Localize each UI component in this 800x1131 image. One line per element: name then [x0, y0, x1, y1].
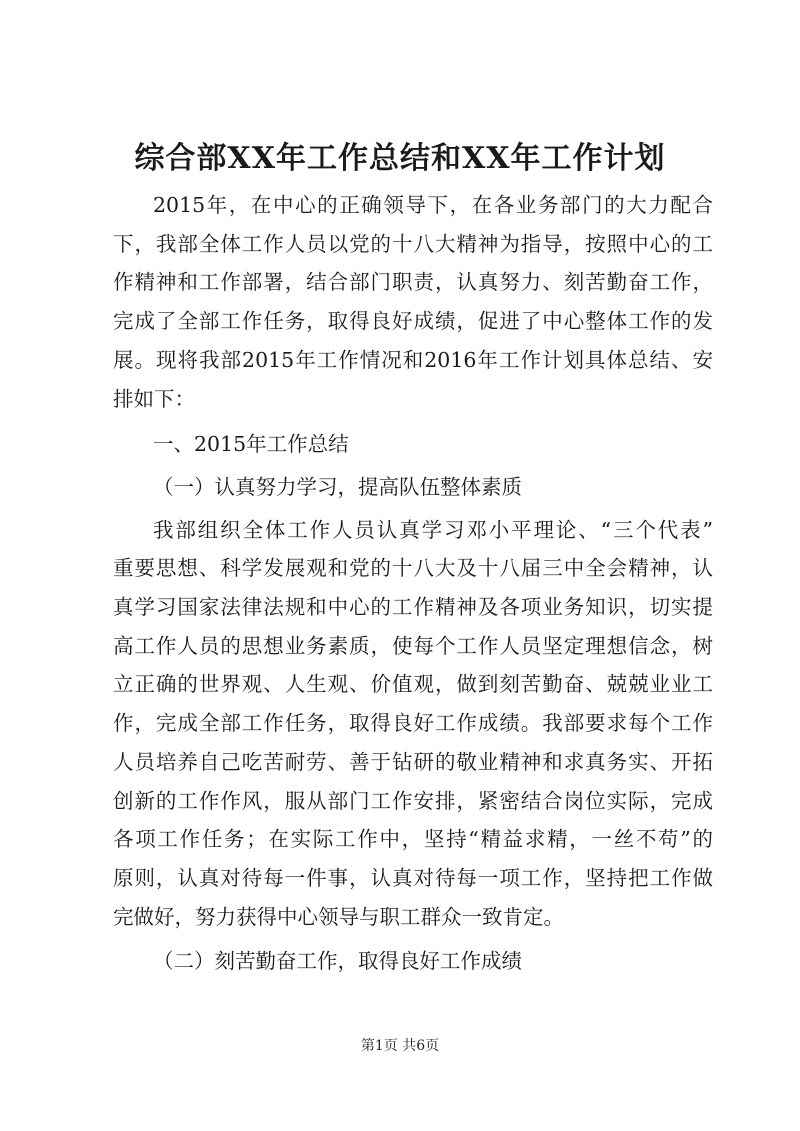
text-line: 重要思想、科学发展观和党的十八大及十八届三中全会精神，认 — [113, 556, 713, 581]
text-line: 下，我部全体工作人员以党的十八大精神为指导，按照中心的工 — [113, 231, 713, 256]
document-title: 综合部XX年工作总结和XX年工作计划 — [134, 141, 666, 176]
text-line: 我部组织全体工作人员认真学习邓小平理论、“三个代表” — [153, 517, 713, 542]
text-line: 展。现将我部2015年工作情况和2016年工作计划具体总结、安 — [113, 347, 713, 372]
text-line: 作精神和工作部署，结合部门职责，认真努力、刻苦勤奋工作， — [113, 270, 713, 295]
text-line: 立正确的世界观、人生观、价值观，做到刻苦勤奋、兢兢业业工 — [113, 672, 713, 697]
page-number: 第1页 共6页 — [360, 1038, 440, 1054]
subsection-heading: （二）刻苦勤奋工作，取得良好工作成绩 — [153, 949, 522, 974]
text-line: 排如下： — [113, 386, 195, 411]
section-heading: 一、2015年工作总结 — [153, 432, 349, 457]
text-line: 人员培养自己吃苦耐劳、善于钻研的敬业精神和求真务实、开拓 — [113, 749, 713, 774]
text-line: 高工作人员的思想业务素质，使每个工作人员坚定理想信念，树 — [113, 633, 713, 658]
text-line: 原则，认真对待每一件事，认真对待每一项工作，坚持把工作做 — [113, 865, 713, 890]
section-paragraph — [113, 511, 713, 937]
subsection-heading: （一）认真努力学习，提高队伍整体素质 — [153, 474, 522, 499]
text-line: 真学习国家法律法规和中心的工作精神及各项业务知识，切实提 — [113, 595, 713, 620]
text-line: 完做好，努力获得中心领导与职工群众一致肯定。 — [113, 904, 564, 929]
text-line: 2015年，在中心的正确领导下，在各业务部门的大力配合 — [153, 193, 713, 217]
text-line: 创新的工作作风，服从部门工作安排，紧密结合岗位实际，完成 — [113, 788, 713, 813]
document-body — [113, 186, 713, 981]
text-line: 作，完成全部工作任务，取得良好工作成绩。我部要求每个工作 — [113, 711, 713, 736]
intro-paragraph — [113, 186, 713, 418]
text-line: 各项工作任务；在实际工作中，坚持“精益求精，一丝不苟”的 — [113, 827, 713, 852]
text-line: 完成了全部工作任务，取得良好成绩，促进了中心整体工作的发 — [113, 309, 713, 334]
